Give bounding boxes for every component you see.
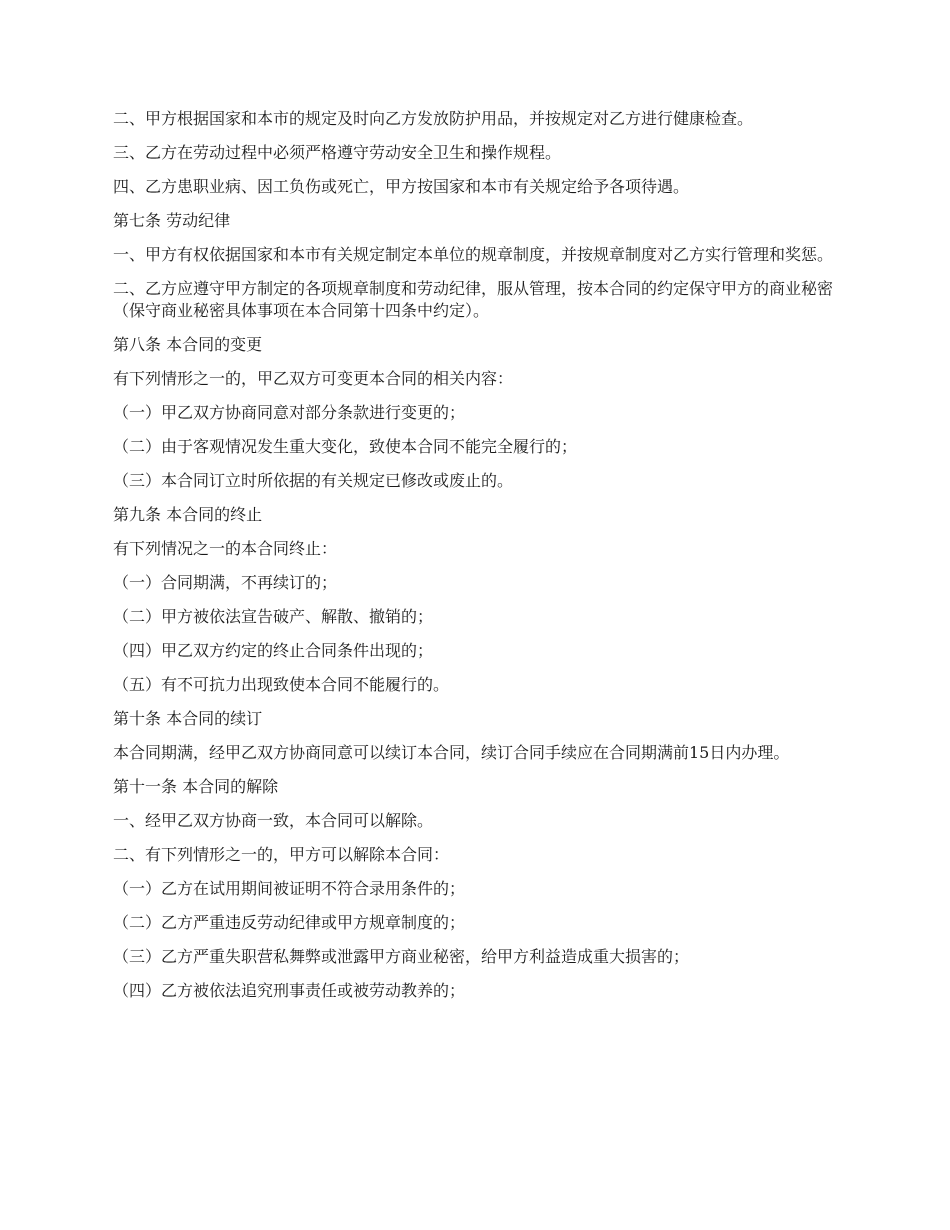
section-heading: 第十一条 本合同的解除 xyxy=(113,777,279,796)
paragraph: 一、经甲乙双方协商一致，本合同可以解除。 xyxy=(113,811,434,830)
paragraph: 有下列情况之一的本合同终止： xyxy=(113,539,338,558)
list-item: （三）乙方严重失职营私舞弊或泄露甲方商业秘密，给甲方利益造成重大损害的； xyxy=(113,947,690,966)
list-item: （四）乙方被依法追究刑事责任或被劳动教养的； xyxy=(113,981,466,1000)
paragraph: 二、甲方根据国家和本市的规定及时向乙方发放防护用品，并按规定对乙方进行健康检查。 xyxy=(113,109,754,128)
paragraph: 三、乙方在劳动过程中必须严格遵守劳动安全卫生和操作规程。 xyxy=(113,143,562,162)
paragraph: 有下列情形之一的，甲乙双方可变更本合同的相关内容： xyxy=(113,369,514,388)
paragraph: 本合同期满，经甲乙双方协商同意可以续订本合同，续订合同手续应在合同期满前15日内办理。 xyxy=(113,743,790,762)
list-item: （二）由于客观情况发生重大变化，致使本合同不能完全履行的； xyxy=(113,437,578,456)
section-heading: 第九条 本合同的终止 xyxy=(113,505,263,524)
paragraph: 一、甲方有权依据国家和本市有关规定制定本单位的规章制度，并按规章制度对乙方实行管理和奖惩。 xyxy=(113,245,834,264)
list-item: （一）合同期满，不再续订的； xyxy=(113,573,338,592)
list-item: （四）甲乙双方约定的终止合同条件出现的； xyxy=(113,641,434,660)
paragraph: 二、有下列情形之一的，甲方可以解除本合同： xyxy=(113,845,450,864)
paragraph: 二、乙方应遵守甲方制定的各项规章制度和劳动纪律，服从管理，按本合同的约定保守甲方的商业秘密（保守商业秘密具体事项在本合同第十四条中约定）。 xyxy=(113,279,834,320)
list-item: （三）本合同订立时所依据的有关规定已修改或废止的。 xyxy=(113,471,514,490)
section-heading: 第七条 劳动纪律 xyxy=(113,211,231,230)
list-item: （一）乙方在试用期间被证明不符合录用条件的； xyxy=(113,879,466,898)
section-heading: 第十条 本合同的续订 xyxy=(113,709,263,728)
list-item: （五）有不可抗力出现致使本合同不能履行的。 xyxy=(113,675,450,694)
paragraph: 四、乙方患职业病、因工负伤或死亡，甲方按国家和本市有关规定给予各项待遇。 xyxy=(113,177,690,196)
list-item: （二）乙方严重违反劳动纪律或甲方规章制度的； xyxy=(113,913,466,932)
list-item: （一）甲乙双方协商同意对部分条款进行变更的； xyxy=(113,403,466,422)
section-heading: 第八条 本合同的变更 xyxy=(113,335,263,354)
list-item: （二）甲方被依法宣告破产、解散、撤销的； xyxy=(113,607,434,626)
document-page xyxy=(113,108,843,1014)
